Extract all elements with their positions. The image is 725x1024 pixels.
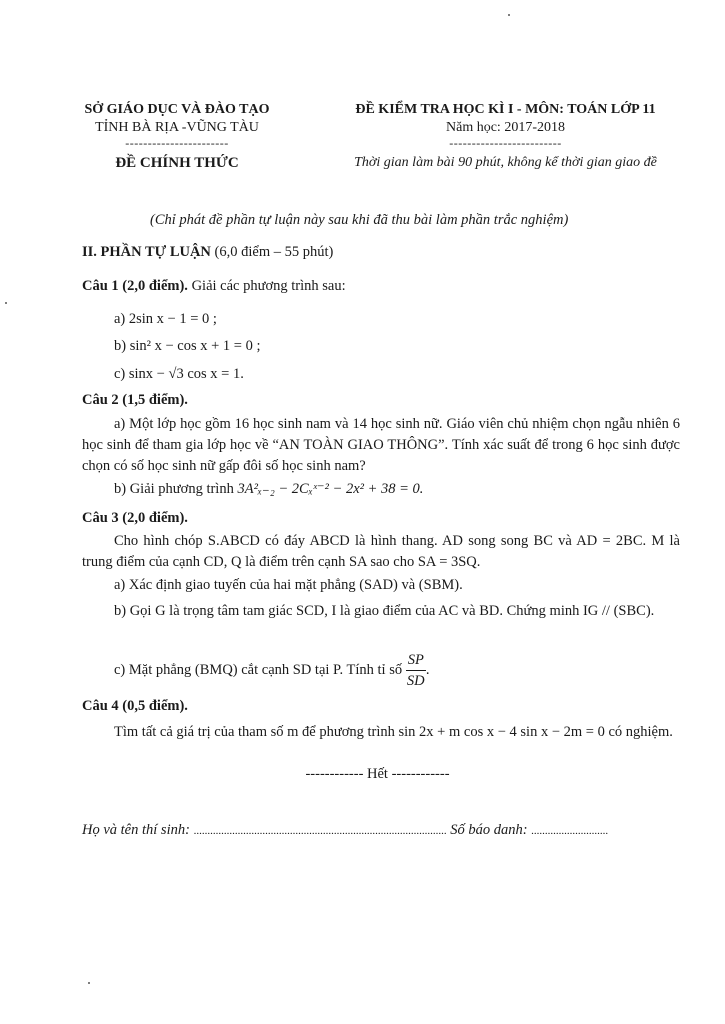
question-2b-equation: 3A²ₓ₋₂ − 2Cₓˣ⁻² − 2x² + 38 = 0. <box>237 481 424 497</box>
scan-speck <box>5 302 7 304</box>
question-1-heading <box>82 278 346 295</box>
scan-speck <box>508 14 510 16</box>
question-4-label: Câu 4 (0,5 điểm). <box>82 698 188 714</box>
question-2b <box>114 481 423 498</box>
question-3c-text: c) Mặt phẳng (BMQ) cắt cạnh SD tại P. Tính tỉ số <box>114 661 403 678</box>
question-3-intro: Cho hình chóp S.ABCD có đáy ABCD là hình thang. AD song song BC và AD = 2BC. M là trung điểm của cạnh CD, Q là điểm trên cạnh SA sao cho SA = 3SQ. <box>82 533 680 570</box>
question-3b: b) Gọi G là trọng tâm tam giác SCD, I là giao điểm của AC và BD. Chứng minh IG // (SBC). <box>114 603 655 619</box>
question-2a: a) Một lớp học gồm 16 học sinh nam và 14 học sinh nữ. Giáo viên chủ nhiệm chọn ngẫu nhiên 6 học sinh để tham gia lớp học về “AN TOÀN GIAO THÔNG”. Tính xác suất để trong 6 học sinh được chọn có số học sinh nữ gấp đôi số học sinh nam? <box>82 416 680 474</box>
candidate-id-label: Số báo danh: <box>450 822 528 838</box>
question-1-prompt: Giải các phương trình sau: <box>191 278 346 294</box>
question-1c: c) sinx − √3 cos x = 1. <box>114 366 244 382</box>
official-label: ĐỀ CHÍNH THỨC <box>115 155 239 171</box>
question-3c: c) Mặt phẳng (BMQ) cắt cạnh SD tại P. Tính tỉ số $\frac{SP}{SD}$ . <box>114 652 430 689</box>
time-note: Thời gian làm bài 90 phút, không kể thời gian giao đề <box>354 155 657 170</box>
school-year: Năm học: 2017-2018 <box>446 120 565 135</box>
section-detail: (6,0 điểm – 55 phút) <box>214 244 334 260</box>
ratio-fraction <box>406 650 426 691</box>
province-name: TỈNH BÀ RỊA -VŨNG TÀU <box>95 120 259 135</box>
notice: (Chỉ phát đề phần tự luận này sau khi đã thu bài làm phần trắc nghiệm) <box>150 212 569 228</box>
candidate-id-blank: ............................ <box>531 825 609 837</box>
section-title: II. PHẦN TỰ LUẬN <box>82 244 211 260</box>
question-3-label: Câu 3 (2,0 điểm). <box>82 510 188 526</box>
exam-title: ĐỀ KIỂM TRA HỌC KÌ I - MÔN: TOÁN LỚP 11 <box>355 102 656 117</box>
candidate-info <box>82 822 608 839</box>
left-divider: ----------------------- <box>125 136 229 150</box>
end-mark: ------------ Hết ------------ <box>305 766 450 782</box>
fraction-numerator: SP <box>406 650 426 671</box>
question-2-label: Câu 2 (1,5 điểm). <box>82 392 188 408</box>
right-divider: ------------------------- <box>449 136 562 150</box>
question-3a: a) Xác định giao tuyến của hai mặt phẳng (SAD) và (SBM). <box>114 577 463 593</box>
question-1b: b) sin² x − cos x + 1 = 0 ; <box>114 338 261 354</box>
candidate-name-blank: ............................................................................................ <box>193 825 447 837</box>
question-4-text: Tìm tất cả giá trị của tham số m để phương trình sin 2x + m cos x − 4 sin x − 2m = 0 có nghiệm. <box>114 724 673 740</box>
question-1-label: Câu 1 (2,0 điểm). <box>82 278 188 294</box>
candidate-name-label: Họ và tên thí sinh: <box>82 822 190 838</box>
fraction-denominator: SD <box>406 673 425 689</box>
department-name: SỞ GIÁO DỤC VÀ ĐÀO TẠO <box>84 102 270 117</box>
scan-speck <box>88 982 90 984</box>
question-2b-text: b) Giải phương trình <box>114 481 234 497</box>
question-1a: a) 2sin x − 1 = 0 ; <box>114 311 217 327</box>
section-heading <box>82 244 333 261</box>
